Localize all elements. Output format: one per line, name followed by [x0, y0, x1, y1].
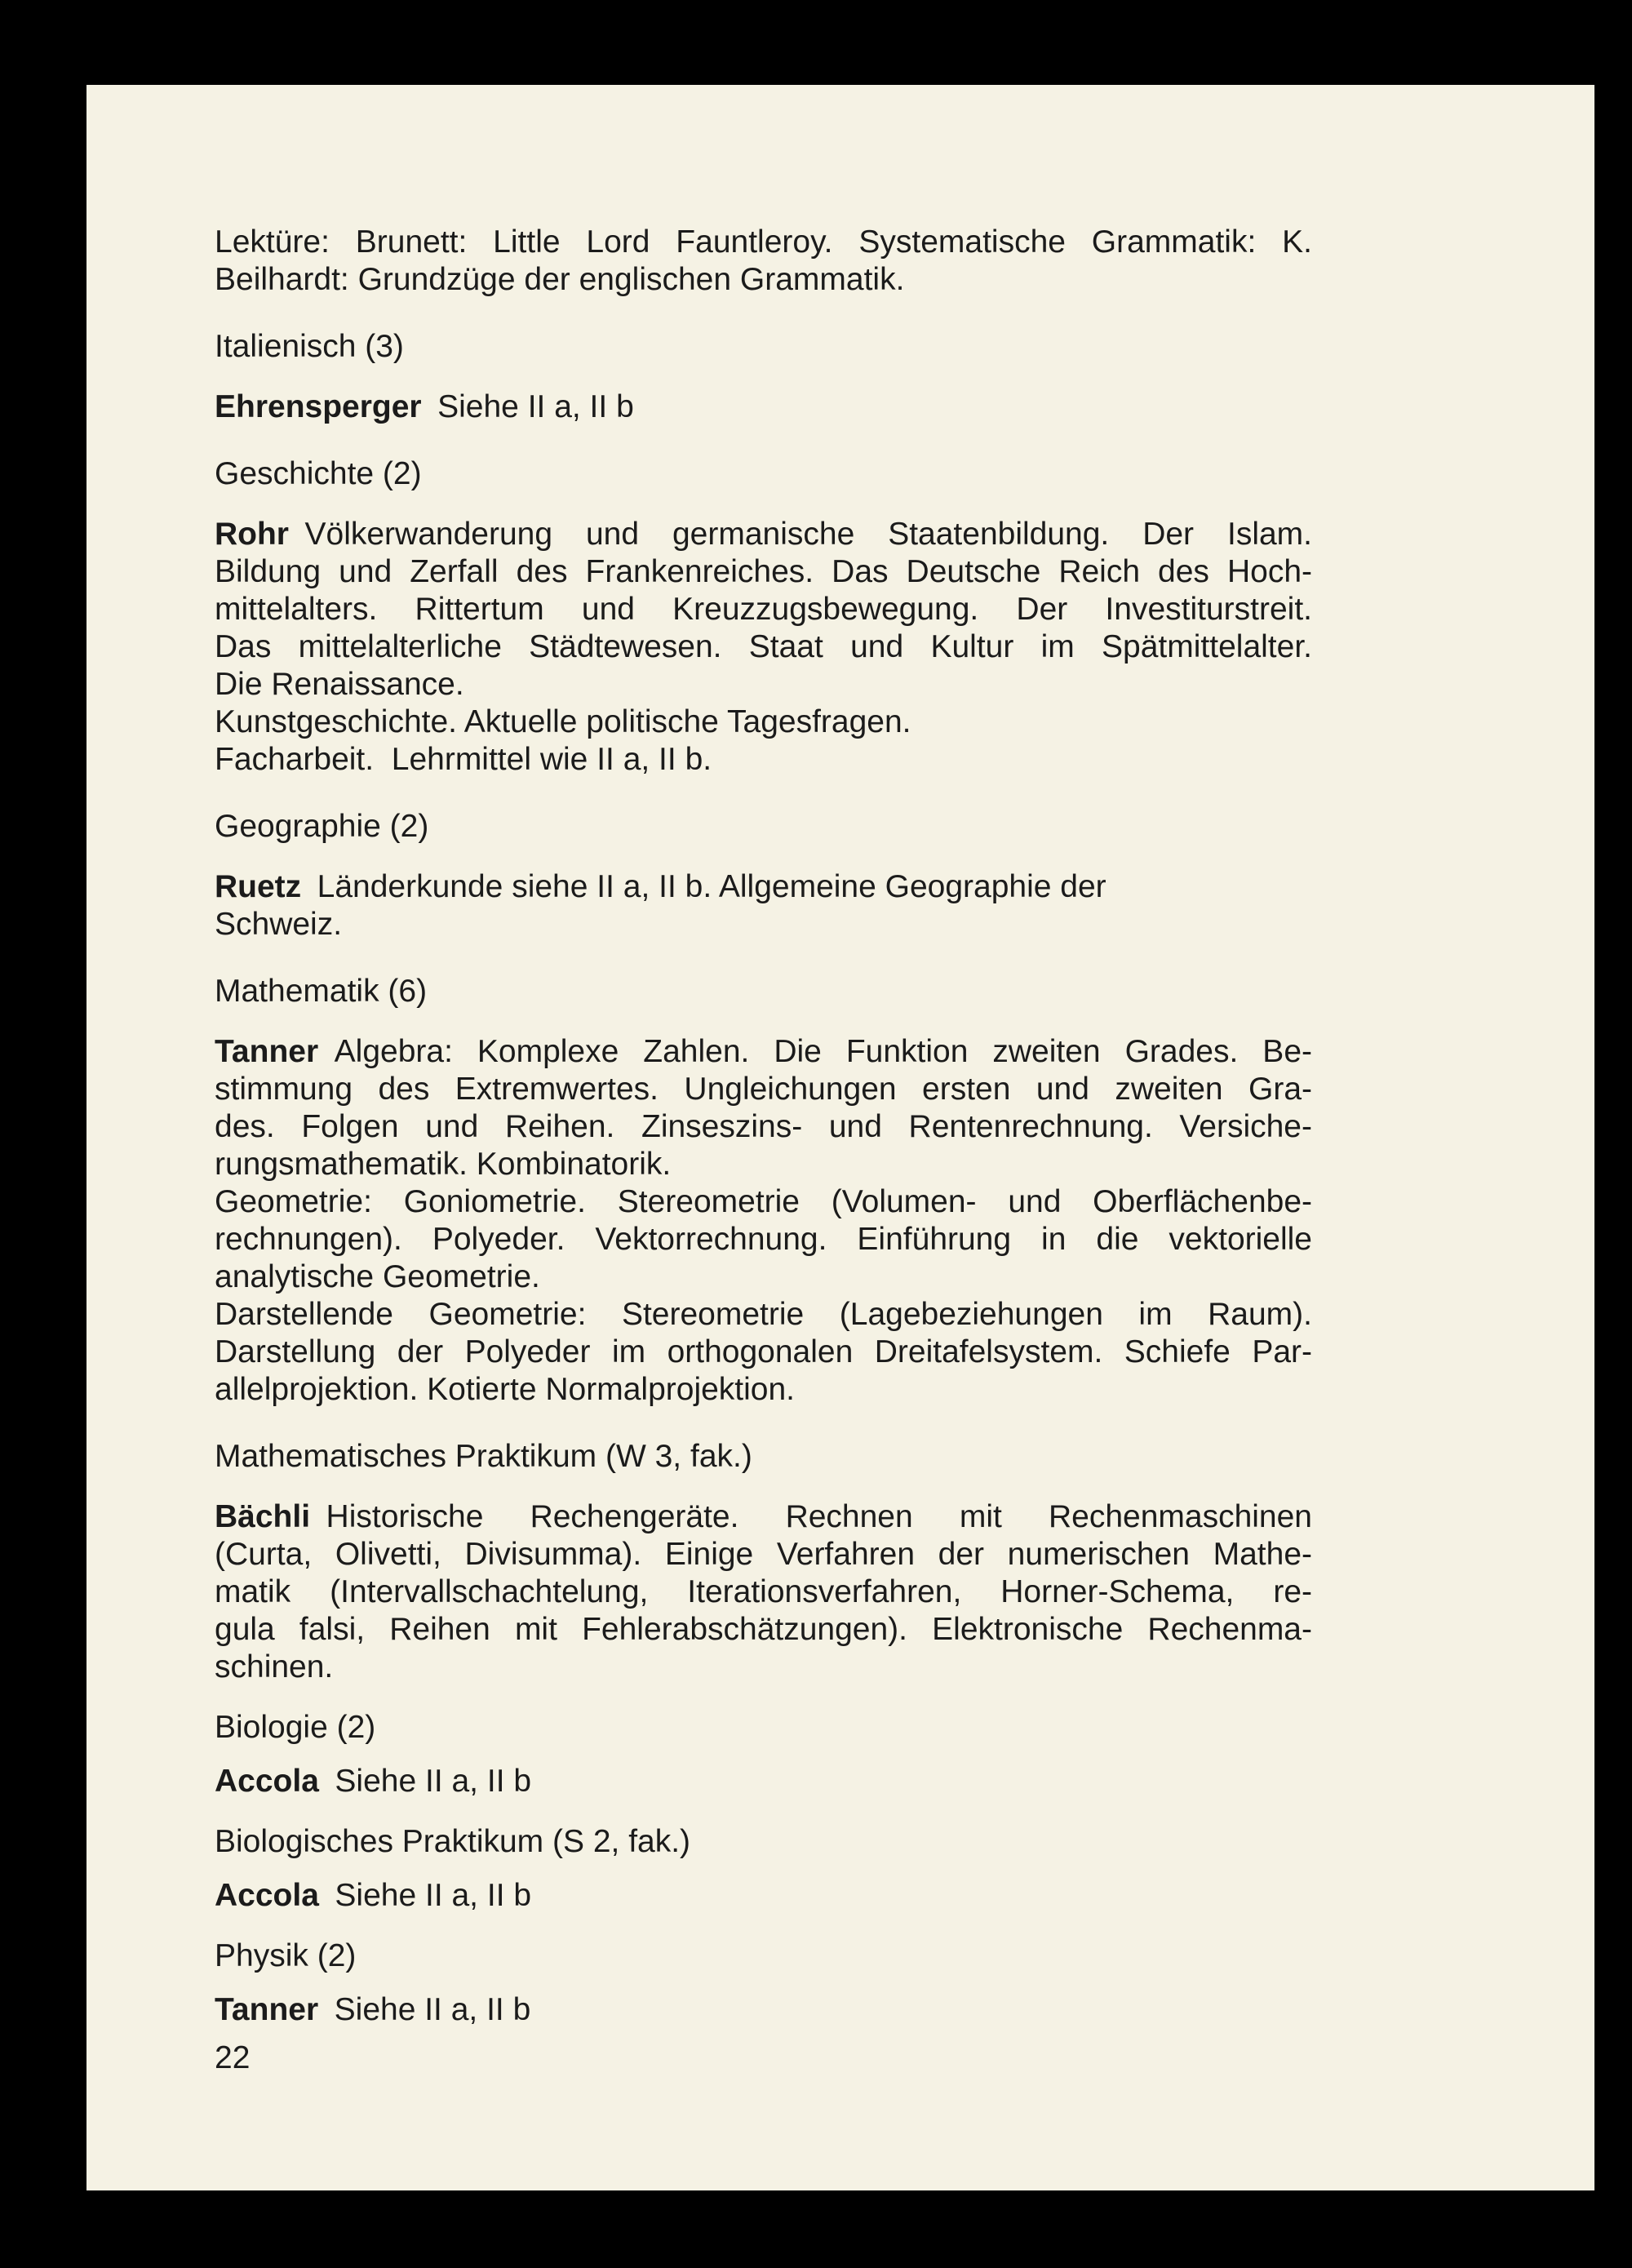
- teacher-name: Tanner: [215, 1992, 319, 2027]
- section-body: [215, 1498, 1312, 1686]
- section-line: Algebra: Komplexe Zahlen. Die Funktion zweiten Grades. Be-: [334, 1034, 1312, 1069]
- section-body: [215, 1991, 1312, 2029]
- teacher-name: Ehrensperger: [215, 389, 422, 424]
- section-line: Schweiz.: [215, 907, 343, 942]
- teacher-name: Rohr: [215, 517, 289, 552]
- section-heading: Biologisches Praktikum (S 2, fak.): [215, 1824, 691, 1859]
- teacher-name: Tanner: [215, 1034, 319, 1069]
- section-line: stimmung des Extremwertes. Ungleichungen ersten und zweiten Gra-: [215, 1072, 1312, 1107]
- section-body: [215, 388, 1312, 426]
- intro-line: Beilhardt: Grundzüge der englischen Grammatik.: [215, 262, 905, 297]
- page-number: 22: [215, 2040, 251, 2075]
- section-heading: Geographie (2): [215, 809, 429, 844]
- section-line: Kunstgeschichte. Aktuelle politische Tagesfragen.: [215, 704, 911, 739]
- document-page: [86, 85, 1594, 2190]
- teacher-name: Ruetz: [215, 869, 302, 904]
- teacher-name: Accola: [215, 1764, 319, 1799]
- section-body: [215, 868, 1312, 943]
- section-line: Siehe II a, II b: [335, 1878, 532, 1913]
- page-content: [215, 224, 1312, 2029]
- teacher-name: Accola: [215, 1878, 319, 1913]
- section-body: [215, 516, 1312, 779]
- section-line: mittelalters. Rittertum und Kreuzzugsbewegung. Der Investiturstreit.: [215, 592, 1312, 627]
- section-heading: Italienisch (3): [215, 329, 404, 364]
- section-line: Die Renaissance.: [215, 667, 464, 702]
- section-line: Siehe II a, II b: [334, 1992, 531, 2027]
- section-heading: Mathematik (6): [215, 974, 428, 1009]
- section-line: Siehe II a, II b: [437, 389, 634, 424]
- section-body: [215, 1763, 1312, 1800]
- section-line: (Curta, Olivetti, Divisumma). Einige Verfahren der numerischen Mathe-: [215, 1537, 1312, 1572]
- section-line: Historische Rechengeräte. Rechnen mit Rechenmaschinen: [326, 1499, 1312, 1534]
- teacher-name: Bächli: [215, 1499, 311, 1534]
- section-heading: Geschichte (2): [215, 456, 422, 491]
- section-line: rungsmathematik. Kombinatorik.: [215, 1147, 672, 1182]
- section-line: analytische Geometrie.: [215, 1259, 540, 1294]
- section-line: allelprojektion. Kotierte Normalprojektion.: [215, 1372, 796, 1407]
- section-line: Das mittelalterliche Städtewesen. Staat und Kultur im Spätmittelalter.: [215, 629, 1312, 664]
- section-heading: Biologie (2): [215, 1710, 376, 1745]
- section-line: gula falsi, Reihen mit Fehlerabschätzungen). Elektronische Rechenma-: [215, 1612, 1312, 1647]
- section-body: [215, 1033, 1312, 1409]
- section-line: Geometrie: Goniometrie. Stereometrie (Volumen- und Oberflächenbe-: [215, 1184, 1312, 1219]
- section-line: Bildung und Zerfall des Frankenreiches. Das Deutsche Reich des Hoch-: [215, 554, 1312, 589]
- section-line: rechnungen). Polyeder. Vektorrechnung. Einführung in die vektorielle: [215, 1222, 1312, 1257]
- section-line: Siehe II a, II b: [335, 1764, 532, 1799]
- section-line: schinen.: [215, 1649, 334, 1684]
- section-line: Völkerwanderung und germanische Staatenbildung. Der Islam.: [304, 517, 1312, 552]
- intro-text: [215, 224, 1312, 299]
- section-line: Facharbeit. Lehrmittel wie II a, II b.: [215, 742, 712, 777]
- section-line: des. Folgen und Reihen. Zinseszins- und Rentenrechnung. Versiche-: [215, 1109, 1312, 1144]
- section-heading: Mathematisches Praktikum (W 3, fak.): [215, 1439, 752, 1474]
- section-body: [215, 1877, 1312, 1915]
- section-line: Länderkunde siehe II a, II b. Allgemeine Geographie der: [317, 869, 1106, 904]
- section-line: Darstellende Geometrie: Stereometrie (Lagebeziehungen im Raum).: [215, 1297, 1312, 1332]
- intro-line: Lektüre: Brunett: Little Lord Fauntleroy. Systematische Grammatik: K.: [215, 224, 1312, 260]
- section-heading: Physik (2): [215, 1938, 357, 1973]
- section-line: matik (Intervallschachtelung, Iterationsverfahren, Horner-Schema, re-: [215, 1574, 1312, 1609]
- section-line: Darstellung der Polyeder im orthogonalen Dreitafelsystem. Schiefe Par-: [215, 1334, 1312, 1369]
